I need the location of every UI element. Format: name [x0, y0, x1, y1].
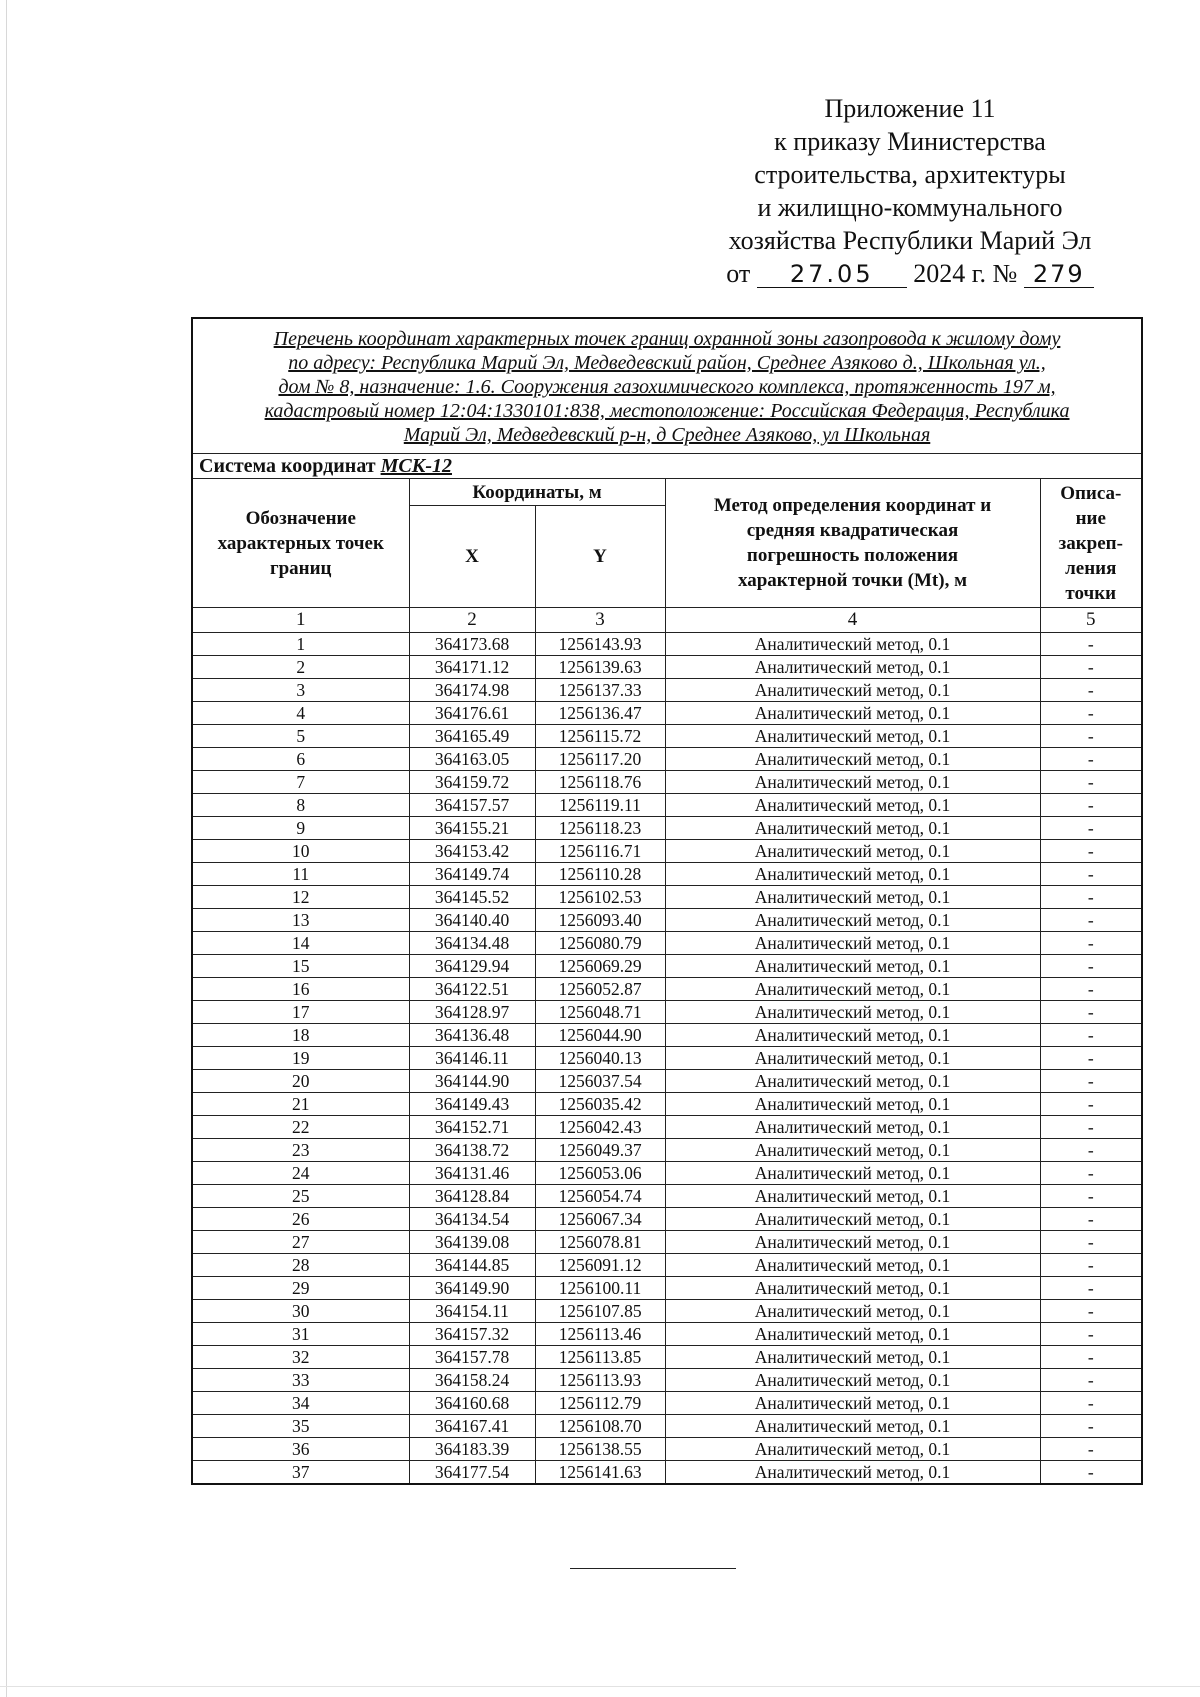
cell-method: Аналитический метод, 0.1: [665, 1461, 1040, 1485]
cell-y: 1256080.79: [535, 932, 665, 955]
cell-y: 1256141.63: [535, 1461, 665, 1485]
cell-description: -: [1040, 955, 1142, 978]
table-row: [192, 1093, 1142, 1116]
cell-point-number: 25: [192, 1185, 409, 1208]
cell-point-number: 27: [192, 1231, 409, 1254]
cell-x: 364158.24: [409, 1369, 535, 1392]
cell-method: Аналитический метод, 0.1: [665, 1323, 1040, 1346]
cell-y: 1256035.42: [535, 1093, 665, 1116]
cell-method: Аналитический метод, 0.1: [665, 1369, 1040, 1392]
table-row: [192, 1070, 1142, 1093]
table-row: [192, 1392, 1142, 1415]
cell-description: -: [1040, 1461, 1142, 1485]
cell-point-number: 8: [192, 794, 409, 817]
cell-x: 364160.68: [409, 1392, 535, 1415]
cell-point-number: 13: [192, 909, 409, 932]
cell-description: -: [1040, 978, 1142, 1001]
cell-point-number: 33: [192, 1369, 409, 1392]
cell-method: Аналитический метод, 0.1: [665, 1277, 1040, 1300]
cell-point-number: 9: [192, 817, 409, 840]
cell-description: -: [1040, 1254, 1142, 1277]
cell-description: -: [1040, 1024, 1142, 1047]
cell-description: -: [1040, 932, 1142, 955]
cell-y: 1256067.34: [535, 1208, 665, 1231]
cell-x: 364171.12: [409, 656, 535, 679]
cell-method: Аналитический метод, 0.1: [665, 978, 1040, 1001]
column-number: 2: [409, 608, 535, 633]
table-row: [192, 633, 1142, 656]
header-text: точки: [1065, 582, 1117, 604]
cell-x: 364183.39: [409, 1438, 535, 1461]
table-row: [192, 1116, 1142, 1139]
cell-description: -: [1040, 1277, 1142, 1300]
cell-x: 364149.74: [409, 863, 535, 886]
cell-point-number: 17: [192, 1001, 409, 1024]
header-text: Описа-: [1060, 482, 1122, 504]
cell-x: 364134.48: [409, 932, 535, 955]
table-title-line: по адресу: Республика Марий Эл, Медведевский район, Среднее Азяково д., Школьная ул.,: [288, 352, 1046, 374]
cell-x: 364176.61: [409, 702, 535, 725]
coordinate-system-name: МСК-12: [380, 454, 452, 477]
table-row: [192, 679, 1142, 702]
header-y: Y: [535, 506, 665, 608]
cell-y: 1256040.13: [535, 1047, 665, 1070]
table-row: [192, 794, 1142, 817]
cell-description: -: [1040, 840, 1142, 863]
cell-description: -: [1040, 817, 1142, 840]
table-row: [192, 1369, 1142, 1392]
table-row: [192, 909, 1142, 932]
cell-description: -: [1040, 1047, 1142, 1070]
cell-method: Аналитический метод, 0.1: [665, 1254, 1040, 1277]
cell-method: Аналитический метод, 0.1: [665, 748, 1040, 771]
table-row: [192, 656, 1142, 679]
header-text: Метод определения координат и: [713, 495, 992, 516]
cell-point-number: 36: [192, 1438, 409, 1461]
handwritten-date: 27.05: [757, 261, 907, 288]
cell-description: -: [1040, 1185, 1142, 1208]
column-number: 1: [192, 608, 409, 633]
header-method: [665, 479, 1040, 608]
coordinates-table: [191, 317, 1143, 1485]
cell-method: Аналитический метод, 0.1: [665, 909, 1040, 932]
cell-description: -: [1040, 1001, 1142, 1024]
cell-y: 1256054.74: [535, 1185, 665, 1208]
header-points: [192, 479, 409, 608]
cell-y: 1256113.93: [535, 1369, 665, 1392]
cell-point-number: 32: [192, 1346, 409, 1369]
cell-y: 1256143.93: [535, 633, 665, 656]
table-row: [192, 1415, 1142, 1438]
cell-y: 1256119.11: [535, 794, 665, 817]
cell-y: 1256042.43: [535, 1116, 665, 1139]
cell-description: -: [1040, 633, 1142, 656]
table-row: [192, 1139, 1142, 1162]
cell-point-number: 12: [192, 886, 409, 909]
cell-y: 1256107.85: [535, 1300, 665, 1323]
cell-method: Аналитический метод, 0.1: [665, 1162, 1040, 1185]
cell-description: -: [1040, 1323, 1142, 1346]
cell-y: 1256118.23: [535, 817, 665, 840]
cell-x: 364152.71: [409, 1116, 535, 1139]
header-line: строительства, архитектуры: [754, 160, 1066, 189]
cell-method: Аналитический метод, 0.1: [665, 679, 1040, 702]
cell-method: Аналитический метод, 0.1: [665, 1346, 1040, 1369]
document-header: [690, 92, 1130, 290]
table-row: [192, 863, 1142, 886]
table-row: [192, 1323, 1142, 1346]
cell-description: -: [1040, 1300, 1142, 1323]
cell-x: 364131.46: [409, 1162, 535, 1185]
cell-point-number: 3: [192, 679, 409, 702]
cell-y: 1256117.20: [535, 748, 665, 771]
header-text: закреп-: [1058, 532, 1123, 554]
cell-method: Аналитический метод, 0.1: [665, 1300, 1040, 1323]
cell-description: -: [1040, 748, 1142, 771]
header-line: и жилищно-коммунального: [757, 193, 1063, 222]
cell-x: 364154.11: [409, 1300, 535, 1323]
header-coordinates: Координаты, м: [409, 479, 665, 506]
table-row: [192, 1231, 1142, 1254]
table-row: [192, 725, 1142, 748]
column-number: 4: [665, 608, 1040, 633]
cell-method: Аналитический метод, 0.1: [665, 656, 1040, 679]
column-number: 5: [1040, 608, 1142, 633]
header-text: границ: [269, 557, 332, 579]
table-row: [192, 702, 1142, 725]
cell-x: 364146.11: [409, 1047, 535, 1070]
cell-x: 364134.54: [409, 1208, 535, 1231]
table-row: [192, 886, 1142, 909]
cell-point-number: 31: [192, 1323, 409, 1346]
cell-description: -: [1040, 1093, 1142, 1116]
cell-x: 364157.78: [409, 1346, 535, 1369]
date-prefix: от: [726, 259, 751, 288]
cell-description: -: [1040, 1346, 1142, 1369]
cell-y: 1256049.37: [535, 1139, 665, 1162]
cell-y: 1256116.71: [535, 840, 665, 863]
cell-point-number: 24: [192, 1162, 409, 1185]
cell-point-number: 11: [192, 863, 409, 886]
cell-description: -: [1040, 794, 1142, 817]
table-title-line: кадастровый номер 12:04:1330101:838, местоположение: Российская Федерация, Республика: [264, 400, 1070, 422]
header-text: погрешность положения: [746, 545, 959, 566]
cell-method: Аналитический метод, 0.1: [665, 932, 1040, 955]
cell-y: 1256139.63: [535, 656, 665, 679]
cell-y: 1256118.76: [535, 771, 665, 794]
cell-point-number: 1: [192, 633, 409, 656]
cell-description: -: [1040, 1139, 1142, 1162]
scan-edge-line: [6, 0, 7, 1697]
cell-method: Аналитический метод, 0.1: [665, 886, 1040, 909]
cell-point-number: 26: [192, 1208, 409, 1231]
cell-description: -: [1040, 1392, 1142, 1415]
header-line: к приказу Министерства: [774, 127, 1046, 156]
cell-description: -: [1040, 1231, 1142, 1254]
cell-point-number: 14: [192, 932, 409, 955]
cell-method: Аналитический метод, 0.1: [665, 1438, 1040, 1461]
table-row: [192, 1300, 1142, 1323]
cell-y: 1256113.85: [535, 1346, 665, 1369]
header-text: ние: [1075, 507, 1106, 529]
cell-method: Аналитический метод, 0.1: [665, 1415, 1040, 1438]
cell-description: -: [1040, 656, 1142, 679]
cell-method: Аналитический метод, 0.1: [665, 1001, 1040, 1024]
header-description: [1040, 479, 1142, 608]
cell-description: -: [1040, 679, 1142, 702]
table-row: [192, 1277, 1142, 1300]
cell-method: Аналитический метод, 0.1: [665, 955, 1040, 978]
cell-y: 1256113.46: [535, 1323, 665, 1346]
cell-x: 364159.72: [409, 771, 535, 794]
header-text: Обозначение: [245, 507, 356, 529]
cell-description: -: [1040, 1208, 1142, 1231]
cell-y: 1256069.29: [535, 955, 665, 978]
cell-y: 1256110.28: [535, 863, 665, 886]
cell-method: Аналитический метод, 0.1: [665, 1139, 1040, 1162]
table-row: [192, 1254, 1142, 1277]
cell-point-number: 30: [192, 1300, 409, 1323]
column-numbers-row: [192, 608, 1142, 633]
cell-x: 364157.57: [409, 794, 535, 817]
cell-method: Аналитический метод, 0.1: [665, 725, 1040, 748]
header-text: характерной точки (Mt), м: [737, 570, 968, 591]
table-row: [192, 1001, 1142, 1024]
cell-x: 364128.97: [409, 1001, 535, 1024]
end-of-document-line: [570, 1568, 736, 1569]
cell-point-number: 22: [192, 1116, 409, 1139]
table-row: [192, 932, 1142, 955]
cell-method: Аналитический метод, 0.1: [665, 1208, 1040, 1231]
table-title-line: Марий Эл, Медведевский р-н, д Среднее Азяково, ул Школьная: [403, 424, 931, 446]
cell-method: Аналитический метод, 0.1: [665, 702, 1040, 725]
cell-method: Аналитический метод, 0.1: [665, 1116, 1040, 1139]
cell-x: 364138.72: [409, 1139, 535, 1162]
cell-point-number: 21: [192, 1093, 409, 1116]
table-row: [192, 1346, 1142, 1369]
cell-method: Аналитический метод, 0.1: [665, 840, 1040, 863]
table-title-line: Перечень координат характерных точек границ охранной зоны газопровода к жилому дому: [273, 328, 1061, 350]
cell-point-number: 37: [192, 1461, 409, 1485]
cell-description: -: [1040, 702, 1142, 725]
cell-y: 1256138.55: [535, 1438, 665, 1461]
table-title-line: дом № 8, назначение: 1.6. Сооружения газохимического комплекса, протяженность 197 м,: [278, 376, 1056, 398]
header-line: Приложение 11: [824, 94, 996, 123]
header-x: X: [409, 506, 535, 608]
cell-point-number: 19: [192, 1047, 409, 1070]
cell-point-number: 34: [192, 1392, 409, 1415]
cell-description: -: [1040, 909, 1142, 932]
cell-y: 1256078.81: [535, 1231, 665, 1254]
table-row: [192, 1024, 1142, 1047]
cell-x: 364157.32: [409, 1323, 535, 1346]
cell-y: 1256053.06: [535, 1162, 665, 1185]
cell-method: Аналитический метод, 0.1: [665, 1047, 1040, 1070]
cell-x: 364155.21: [409, 817, 535, 840]
table-title: [192, 318, 1142, 454]
cell-x: 364128.84: [409, 1185, 535, 1208]
table-row: [192, 1461, 1142, 1485]
table-row: [192, 1438, 1142, 1461]
cell-description: -: [1040, 1070, 1142, 1093]
cell-y: 1256102.53: [535, 886, 665, 909]
cell-point-number: 10: [192, 840, 409, 863]
cell-y: 1256137.33: [535, 679, 665, 702]
cell-x: 364177.54: [409, 1461, 535, 1485]
table-row: [192, 978, 1142, 1001]
cell-y: 1256044.90: [535, 1024, 665, 1047]
cell-y: 1256100.11: [535, 1277, 665, 1300]
coordinate-system-label: Система координат: [199, 454, 376, 477]
cell-y: 1256093.40: [535, 909, 665, 932]
cell-method: Аналитический метод, 0.1: [665, 1024, 1040, 1047]
cell-x: 364153.42: [409, 840, 535, 863]
header-line: хозяйства Республики Марий Эл: [728, 226, 1092, 255]
cell-description: -: [1040, 725, 1142, 748]
cell-y: 1256112.79: [535, 1392, 665, 1415]
cell-method: Аналитический метод, 0.1: [665, 863, 1040, 886]
cell-description: -: [1040, 1162, 1142, 1185]
header-text: ления: [1065, 557, 1117, 579]
table-row: [192, 1047, 1142, 1070]
scan-footer-line: [0, 1686, 1200, 1687]
cell-description: -: [1040, 771, 1142, 794]
handwritten-order-number: 279: [1024, 261, 1094, 288]
cell-method: Аналитический метод, 0.1: [665, 1392, 1040, 1415]
table-row: [192, 748, 1142, 771]
table-row: [192, 1185, 1142, 1208]
cell-y: 1256115.72: [535, 725, 665, 748]
cell-description: -: [1040, 863, 1142, 886]
cell-point-number: 18: [192, 1024, 409, 1047]
cell-y: 1256048.71: [535, 1001, 665, 1024]
cell-y: 1256091.12: [535, 1254, 665, 1277]
cell-point-number: 29: [192, 1277, 409, 1300]
cell-point-number: 35: [192, 1415, 409, 1438]
cell-method: Аналитический метод, 0.1: [665, 1231, 1040, 1254]
cell-x: 364129.94: [409, 955, 535, 978]
table-row: [192, 840, 1142, 863]
cell-x: 364174.98: [409, 679, 535, 702]
cell-x: 364139.08: [409, 1231, 535, 1254]
cell-method: Аналитический метод, 0.1: [665, 1093, 1040, 1116]
cell-point-number: 4: [192, 702, 409, 725]
cell-point-number: 23: [192, 1139, 409, 1162]
cell-description: -: [1040, 886, 1142, 909]
cell-x: 364167.41: [409, 1415, 535, 1438]
cell-x: 364149.43: [409, 1093, 535, 1116]
cell-method: Аналитический метод, 0.1: [665, 1185, 1040, 1208]
cell-description: -: [1040, 1438, 1142, 1461]
cell-method: Аналитический метод, 0.1: [665, 1070, 1040, 1093]
cell-x: 364165.49: [409, 725, 535, 748]
cell-y: 1256052.87: [535, 978, 665, 1001]
cell-point-number: 6: [192, 748, 409, 771]
cell-x: 364136.48: [409, 1024, 535, 1047]
cell-method: Аналитический метод, 0.1: [665, 771, 1040, 794]
cell-point-number: 28: [192, 1254, 409, 1277]
cell-point-number: 2: [192, 656, 409, 679]
cell-y: 1256037.54: [535, 1070, 665, 1093]
cell-point-number: 16: [192, 978, 409, 1001]
cell-x: 364163.05: [409, 748, 535, 771]
cell-method: Аналитический метод, 0.1: [665, 794, 1040, 817]
cell-y: 1256136.47: [535, 702, 665, 725]
table-row: [192, 1208, 1142, 1231]
table-row: [192, 817, 1142, 840]
cell-x: 364122.51: [409, 978, 535, 1001]
table-row: [192, 955, 1142, 978]
cell-point-number: 7: [192, 771, 409, 794]
cell-x: 364149.90: [409, 1277, 535, 1300]
cell-x: 364140.40: [409, 909, 535, 932]
header-text: характерных точек: [217, 532, 384, 554]
cell-description: -: [1040, 1369, 1142, 1392]
cell-x: 364144.90: [409, 1070, 535, 1093]
cell-description: -: [1040, 1415, 1142, 1438]
table-row: [192, 771, 1142, 794]
cell-method: Аналитический метод, 0.1: [665, 817, 1040, 840]
year-number-label: 2024 г. №: [913, 259, 1018, 288]
cell-point-number: 15: [192, 955, 409, 978]
cell-x: 364144.85: [409, 1254, 535, 1277]
order-date-line: [690, 257, 1130, 290]
cell-x: 364145.52: [409, 886, 535, 909]
cell-point-number: 5: [192, 725, 409, 748]
cell-y: 1256108.70: [535, 1415, 665, 1438]
header-text: средняя квадратическая: [746, 520, 959, 541]
column-number: 3: [535, 608, 665, 633]
table-row: [192, 1162, 1142, 1185]
cell-description: -: [1040, 1116, 1142, 1139]
cell-point-number: 20: [192, 1070, 409, 1093]
coordinate-system-row: [192, 454, 1142, 479]
cell-method: Аналитический метод, 0.1: [665, 633, 1040, 656]
cell-x: 364173.68: [409, 633, 535, 656]
